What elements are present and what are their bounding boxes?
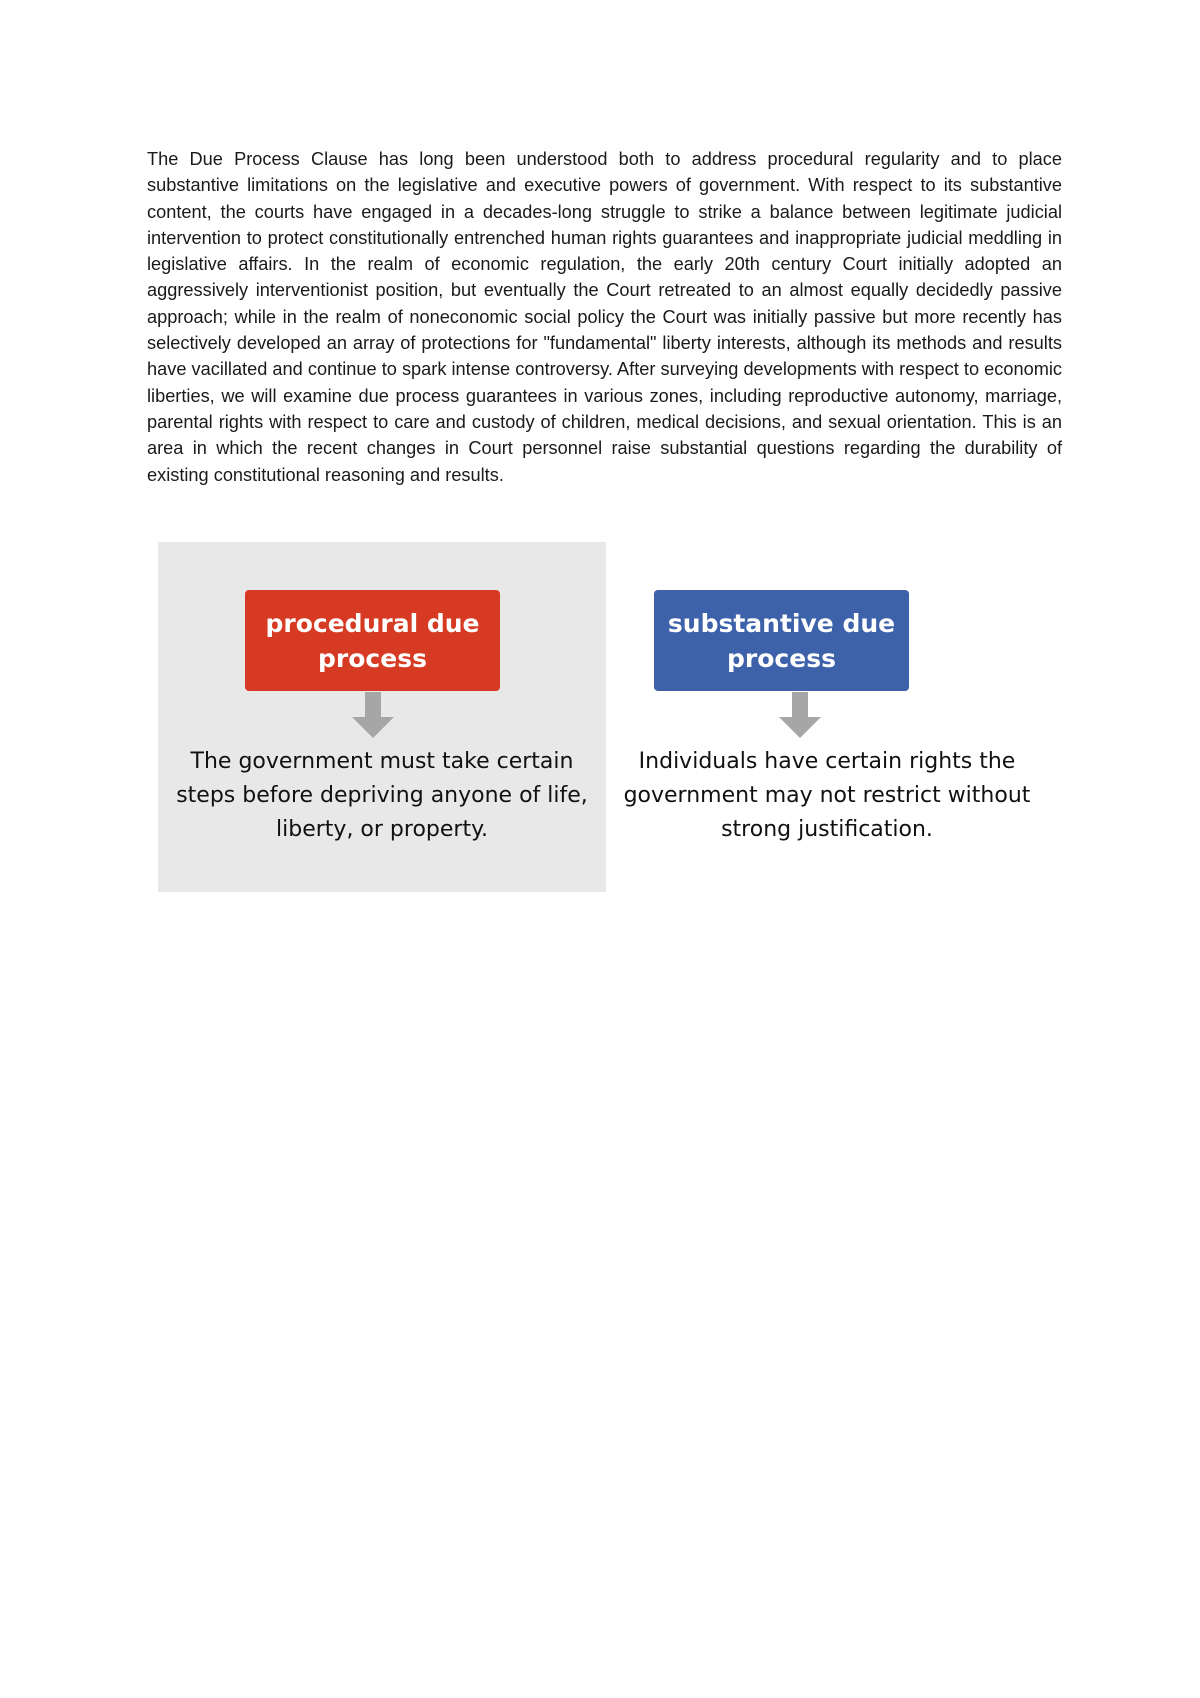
substantive-description: Individuals have certain rights the government may not restrict without strong justification. <box>623 749 1031 842</box>
due-process-figure <box>158 542 1048 892</box>
down-arrow-icon <box>779 692 821 738</box>
procedural-label-box: procedural due process <box>245 590 500 691</box>
substantive-panel <box>606 542 1048 892</box>
substantive-label-box: substantive due process <box>654 590 909 691</box>
procedural-panel <box>158 542 606 892</box>
procedural-description: The government must take certain steps before depriving anyone of life, liberty, or property. <box>176 749 588 842</box>
down-arrow-icon <box>352 692 394 738</box>
body-paragraph: The Due Process Clause has long been understood both to address procedural regularity and to place substantive limitations on the legislative and executive powers of government. With respect to its substantive content, the courts have engaged in a decades-long struggle to strike a balance between legitimate judicial intervention to protect constitutionally entrenched human rights guarantees and inappropriate judicial meddling in legislative affairs. In the realm of economic regulation, the early 20th century Court initially adopted an aggressively interventionist position, but eventually the Court retreated to an almost equally decidedly passive approach; while in the realm of noneconomic social policy the Court was initially passive but more recently has selectively developed an array of protections for "fundamental" liberty interests, although its methods and results have vacillated and continue to spark intense controversy. After surveying developments with respect to economic liberties, we will examine due process guarantees in various zones, including reproductive autonomy, marriage, parental rights with respect to care and custody of children, medical decisions, and sexual orientation. This is an area in which the recent changes in Court personnel raise substantial questions regarding the durability of existing constitutional reasoning and results. <box>147 149 1062 485</box>
